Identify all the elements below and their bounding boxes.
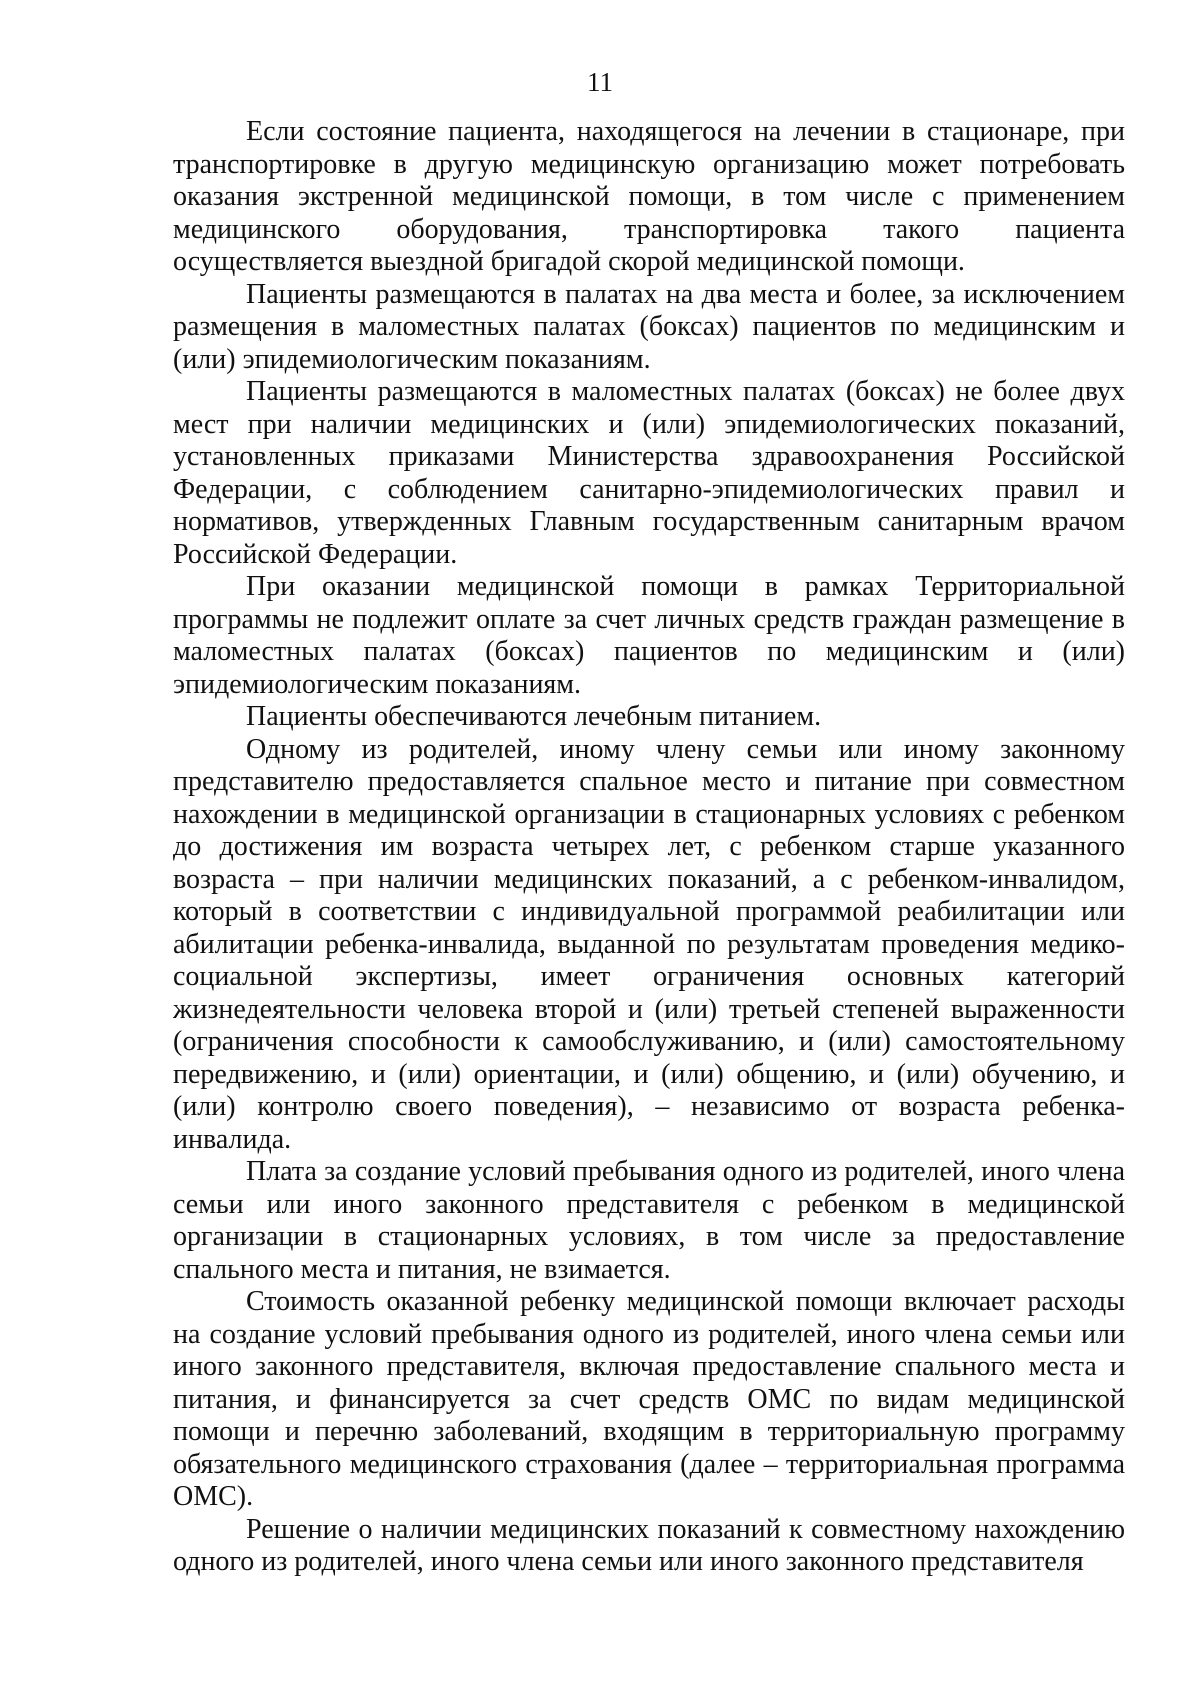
paragraph-cost-included-oms: Стоимость оказанной ребенку медицинской помощи включает расходы на создание условий пребывания одного из родителей, иного члена семьи или иного законного представителя, включая предоставление спального места и питания, и финансируется за счет средств ОМС по видам медицинской помощи и перечню заболеваний, входящим в территориальную программу обязательного медицинского страхования (далее – территориальная программа ОМС). <box>173 1286 1125 1512</box>
paragraph-ward-placement: Пациенты размещаются в палатах на два места и более, за исключением размещения в маломестных палатах (боксах) пациентов по медицинским и (или) эпидемиологическим показаниям. <box>173 278 1125 375</box>
page-number: 11 <box>587 67 613 97</box>
paragraph-therapeutic-nutrition: Пациенты обеспечиваются лечебным питанием. <box>246 701 822 732</box>
paragraph-no-payment-small-ward: При оказании медицинской помощи в рамках Территориальной программы не подлежит оплате за счет личных средств граждан размещение в маломестных палатах (боксах) пациентов по медицинским и (или) эпидемиологическим показаниям. <box>173 571 1125 700</box>
paragraph-no-fee-for-parent: Плата за создание условий пребывания одного из родителей, иного члена семьи или иного законного представителя с ребенком в медицинской организации в стационарных условиях, в том числе за предоставление спального места и питания, не взимается. <box>173 1156 1125 1285</box>
paragraph-parent-accommodation: Одному из родителей, иному члену семьи или иному законному представителю предоставляется спальное место и питание при совместном нахождении в медицинской организации в стационарных условиях с ребенком до достижения им возраста четырех лет, с ребенком старше указанного возраста – при наличии медицинских показаний, а с ребенком-инвалидом, который в соответствии с индивидуальной программой реабилитации или абилитации ребенка-инвалида, выданной по результатам проведения медико-социальной экспертизы, имеет ограничения основных категорий жизнедеятельности человека второй и (или) третьей степеней выраженности (ограничения способности к самообслуживанию, и (или) самостоятельному передвижению, и (или) ориентации, и (или) общению, и (или) обучению, и (или) контролю своего поведения), – независимо от возраста ребенка-инвалида. <box>173 733 1125 1155</box>
document-body <box>173 116 1125 1579</box>
paragraph-small-ward-placement: Пациенты размещаются в маломестных палатах (боксах) не более двух мест при наличии медицинских и (или) эпидемиологических показаний, установленных приказами Министерства здравоохранения Российской Федерации, с соблюдением санитарно-эпидемиологических правил и нормативов, утвержденных Главным государственным санитарным врачом Российской Федерации. <box>173 376 1125 570</box>
paragraph-medical-indication-decision: Решение о наличии медицинских показаний к совместному нахождению одного из родителей, иного члена семьи или иного законного представителя <box>173 1513 1125 1577</box>
paragraph-patient-transport: Если состояние пациента, находящегося на лечении в стационаре, при транспортировке в другую медицинскую организацию может потребовать оказания экстренной медицинской помощи, в том числе с применением медицинского оборудования, транспортировка такого пациента осуществляется выездной бригадой скорой медицинской помощи. <box>173 116 1125 277</box>
